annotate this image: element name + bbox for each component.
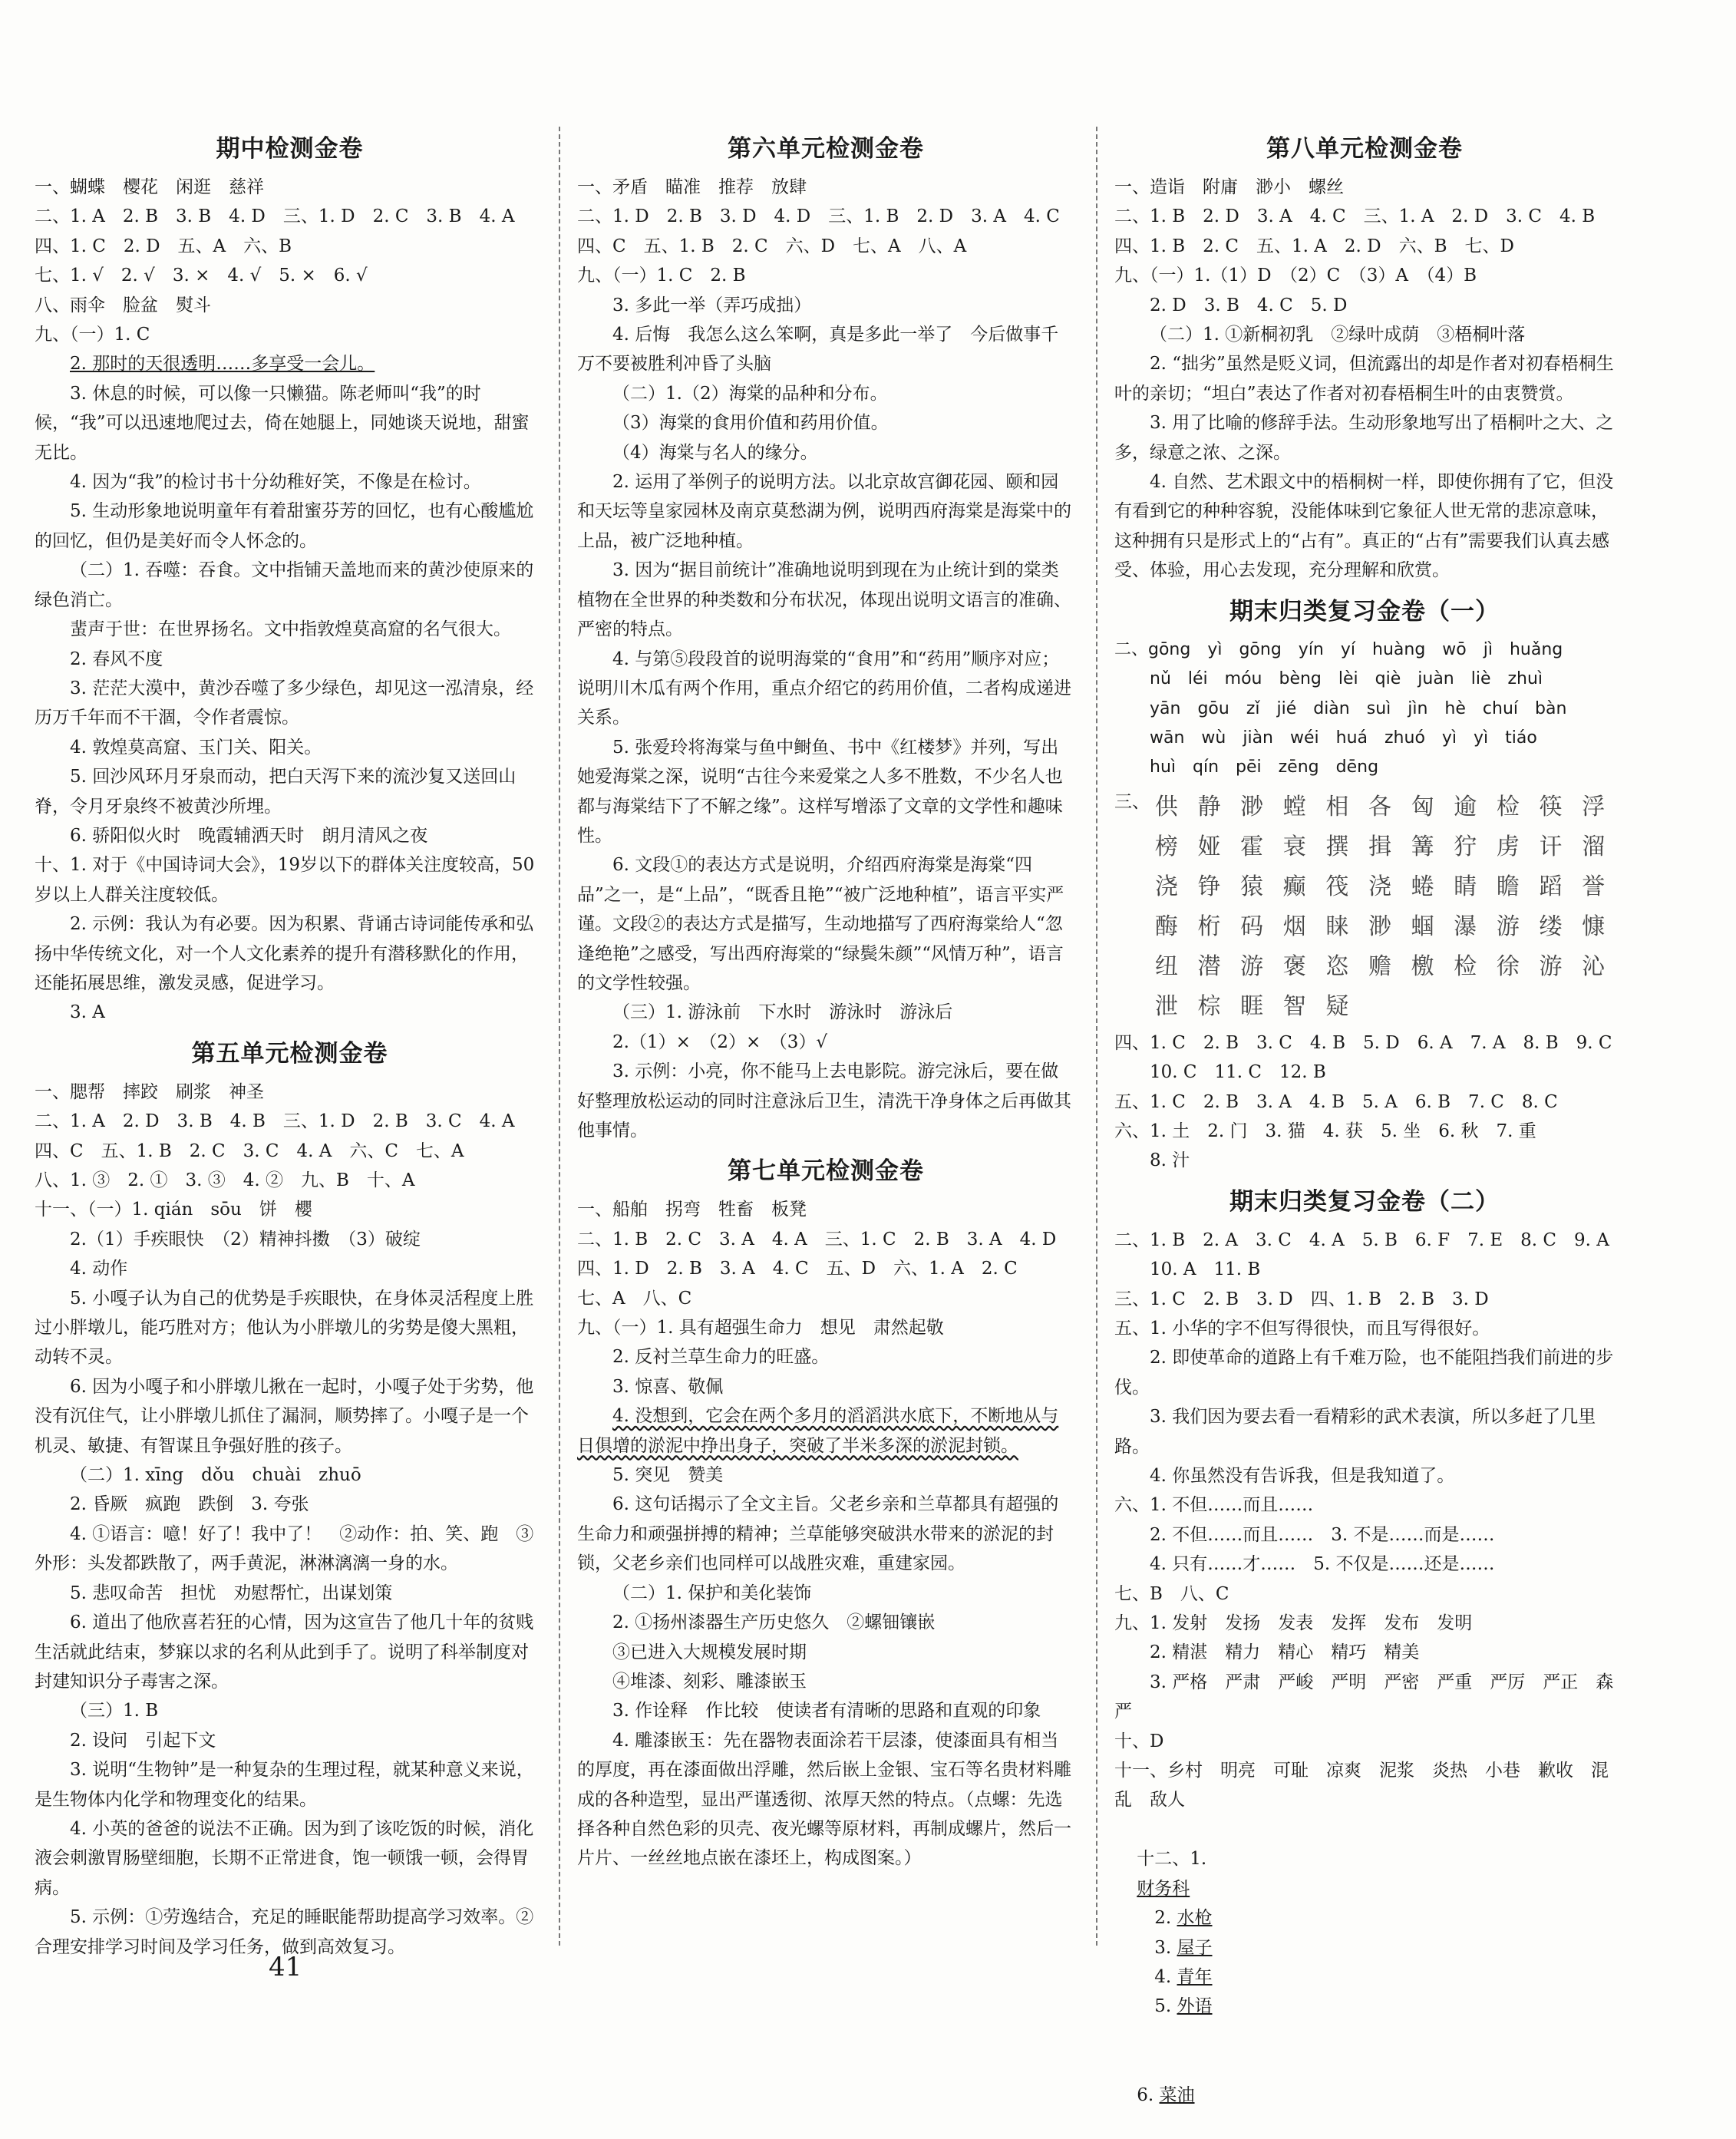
- handwritten-character: 码: [1240, 913, 1264, 940]
- grid-spacer: [1114, 987, 1145, 1021]
- pinyin-line: 十一、（一）1. qián sōu 饼 櫻: [35, 1200, 312, 1220]
- handwritten-character: 沁: [1582, 952, 1606, 980]
- answer-line: 一、船舶 拐弯 牲畜 板凳: [577, 1200, 807, 1220]
- handwritten-character: 瀑: [1454, 913, 1477, 940]
- answer-line: 2. ①扬州漆器生产历史悠久 ②螺钿镶嵌: [612, 1613, 936, 1633]
- answer-line: 4. 你虽然没有告诉我，但是我知道了。: [1150, 1466, 1455, 1486]
- answer-line: 五、1. C 2. B 3. A 4. B 5. A 6. B 7. C 8. C: [1114, 1091, 1558, 1112]
- answer-line: 八、1. ③ 2. ① 3. ③ 4. ② 九、B 十、A: [35, 1170, 415, 1190]
- answer-line: 2.（1）手疾眼快 （2）精神抖擞 （3）破绽: [70, 1229, 421, 1249]
- answer-line: 4. 自然、艺术跟文中的梧桐树一样，即使你拥有了它，但没有看到它的种种容貌，没能体味到它象征人世无常的悲凉意味，这种拥有只是形式上的“占有”。真正的“占有”需要我们认真去感受、体验，用心去发现，充分理解和欣赏。: [1114, 472, 1614, 581]
- section-title: 期末归类复习金卷（二）: [1229, 1187, 1500, 1216]
- answer-line: 3. A: [70, 1002, 105, 1023]
- answer-line: （二）1.（2）海棠的品种和分布。: [612, 383, 888, 404]
- answer-line: 2. “拙劣”虽然是贬义词，但流露出的却是作者对初春梧桐生叶的亲切；“坦白”表达了作者对初春梧桐生叶的由衷赞赏。: [1114, 354, 1614, 404]
- column-3: [1114, 123, 1615, 2105]
- handwritten-character: 静: [1197, 793, 1221, 820]
- handwritten-character: 供: [1154, 793, 1178, 820]
- answer-line: 5. 生动形象地说明童年有着甜蜜芬芳的回忆，也有心酸尴尬的回忆，但仍是美好而令人怀念的。: [35, 501, 534, 551]
- answer-line: 十二、1. 财务科 2. 水枪 3. 屋子 4. 青年 5. 外语: [1137, 1849, 1213, 2017]
- wavy-underlined-answer: 4. 没想到，它会在两个多月的滔滔洪水底下，不断地从与日俱增的淤泥中挣出身子，突破了半米多深的淤泥封锁。: [577, 1406, 1059, 1456]
- handwritten-character: 渺: [1368, 913, 1391, 940]
- handwritten-character: 篝: [1411, 833, 1434, 860]
- underlined-answer: 菜油: [1159, 2085, 1195, 2105]
- column-divider: [559, 127, 560, 1946]
- answer-line: （4）海棠与名人的缘分。: [612, 442, 818, 463]
- answer-line: （二）1. 保护和美化装饰: [612, 1583, 812, 1603]
- answer-line: 二、1. A 2. B 3. B 4. D 三、1. D 2. C 3. B 4. A: [35, 206, 515, 227]
- handwritten-character: 浇: [1368, 873, 1391, 900]
- answer-line: 九、（一）1. C 2. B: [577, 266, 746, 286]
- handwritten-character: 潜: [1197, 952, 1221, 980]
- grid-spacer: [1114, 907, 1145, 941]
- answer-line: 3. 用了比喻的修辞手法。生动形象地写出了梧桐叶之大、之多，绿意之浓、之深。: [1114, 413, 1614, 463]
- answer-line: 2. D 3. B 4. C 5. D: [1150, 295, 1348, 315]
- answer-line: 5. 回沙风环月牙泉而动，把白天泻下来的流沙复又送回山脊，令月牙泉终不被黄沙所埋。: [35, 767, 517, 817]
- answer-line: 十一、乡村 明亮 可耻 凉爽 泥浆 炎热 小巷 歉收 混乱 敌人: [1114, 1761, 1609, 1811]
- handwritten-character: 讦: [1539, 833, 1563, 860]
- handwritten-character: 睚: [1240, 992, 1264, 1020]
- handwritten-character: 揖: [1368, 833, 1391, 860]
- answer-line: 6. 这句话揭示了全文主旨。父老乡亲和兰草都具有超强的生命力和顽强拼搏的精神；兰草能够突破洪水带来的淤泥的封锁，父老乡亲们也同样可以战胜灾难，重建家园。: [577, 1494, 1059, 1574]
- answer-line: 2. 运用了举例子的说明方法。以北京故宫御花园、颐和园和天坛等皇家园林及南京莫愁湖为例，说明西府海棠是海棠中的上品，被广泛地种植。: [577, 472, 1071, 551]
- handwritten-character: 蹈: [1539, 873, 1563, 900]
- answer-line: 2. 不但……而且…… 3. 不是……而是……: [1150, 1524, 1495, 1545]
- answer-line: 5. 悲叹命苦 担忧 劝慰帮忙，出谋划策: [70, 1583, 393, 1603]
- answer-line: 4. 因为“我”的检讨书十分幼稚好笑，不像是在检讨。: [70, 472, 481, 493]
- handwritten-character: 螳: [1282, 793, 1306, 820]
- answer-line: 二、1. B 2. D 3. A 4. C 三、1. A 2. D 3. C 4. B: [1114, 206, 1596, 227]
- answer-line: 3. 我们因为要去看一看精彩的武术表演，所以多赶了几里路。: [1114, 1407, 1596, 1457]
- answer-line: 8. 汁: [1150, 1150, 1190, 1171]
- handwritten-character: 烟: [1282, 913, 1306, 940]
- answer-line: 二、1. A 2. D 3. B 4. B 三、1. D 2. B 3. C 4. A: [35, 1111, 515, 1132]
- answer-line: 十、1. 对于《中国诗词大会》，19岁以下的群体关注度较高，50岁以上人群关注度较低。: [35, 855, 535, 905]
- handwritten-character: 匈: [1411, 793, 1434, 820]
- underlined-answer: 财务科: [1137, 1878, 1190, 1899]
- answer-line: [577, 1401, 1074, 1461]
- answer-line: 4. 只有……才…… 5. 不仅是……还是……: [1150, 1554, 1495, 1575]
- answer-line: 二、1. B 2. A 3. C 4. A 5. B 6. F 7. E 8. C 9. A: [1114, 1230, 1609, 1250]
- handwritten-character: 相: [1325, 793, 1349, 820]
- answer-line: 九、1. 发射 发扬 发表 发挥 发布 发明: [1114, 1613, 1473, 1634]
- answer-line: 六、1. 土 2. 门 3. 猫 4. 获 5. 坐 6. 秋 7. 重: [1114, 1121, 1536, 1141]
- answer-line: 4. ①语言：噫！好了！我中了！ ②动作：拍、笑、跑 ③外形：头发都跌散了，两手黄泥，淋淋漓漓一身的水。: [35, 1523, 534, 1574]
- answer-line: （三）1. 游泳前 下水时 游泳时 游泳后: [612, 1002, 953, 1023]
- answer-line: [35, 349, 545, 378]
- answer-line: 6. 文段①的表达方式是说明，介绍西府海棠是海棠“四品”之一，是“上品”，“既香且艳”“被广泛地种植”，语言平实严谨。文段②的表达方式是描写，生动地描写了西府海棠给人“忽逢绝艳”之感受，写出西府海棠的“绿鬓朱颜”“风情万种”，语言的文学性较强。: [577, 855, 1064, 993]
- grid-spacer: [1114, 867, 1145, 901]
- handwritten-character: 检: [1496, 793, 1520, 820]
- handwritten-character: 筷: [1539, 793, 1563, 820]
- answer-line: 2.（1）× （2）× （3）√: [612, 1032, 828, 1052]
- answer-line: 3. 作诠释 作比较 使读者有清晰的思路和直观的印象: [612, 1701, 1041, 1721]
- handwritten-character: 缕: [1539, 913, 1563, 940]
- answer-line: 一、矛盾 瞄准 推荐 放肆: [577, 177, 807, 197]
- handwritten-character: 蝈: [1411, 913, 1434, 940]
- handwritten-character: 瞻: [1496, 873, 1520, 900]
- answer-line: 5. 示例：①劳逸结合，充足的睡眠能帮助提高学习效率。②合理安排学习时间及学习任务，做到高效复习。: [35, 1907, 534, 1957]
- section-title: 期末归类复习金卷（一）: [1229, 597, 1500, 626]
- underlined-answer: 青年: [1177, 1966, 1213, 1987]
- answer-line: 二、1. B 2. C 3. A 4. A 三、1. C 2. B 3. A 4. D: [577, 1229, 1057, 1249]
- answer-line: 5. 突见 赞美: [612, 1465, 724, 1486]
- handwritten-character: 恣: [1325, 952, 1349, 980]
- answer-line: 四、C 五、1. B 2. C 六、D 七、A 八、A: [577, 236, 967, 256]
- answer-prefix: 十二、1.: [1137, 1849, 1207, 1870]
- answer-line: ③已进入大规模发展时期: [612, 1642, 807, 1662]
- answer-line: 四、1. C 2. B 3. C 4. B 5. D 6. A 7. A 8. B 9. C: [1114, 1032, 1612, 1053]
- answer-line: 2. 精湛 精力 精心 精巧 精美: [1150, 1642, 1420, 1663]
- answer-line: 2. 设问 引起下文: [70, 1730, 216, 1751]
- handwritten-character: 癫: [1282, 873, 1306, 900]
- answer-line: 2. 反衬兰草生命力的旺盛。: [612, 1347, 830, 1368]
- answer-line: 十、D: [1114, 1731, 1164, 1751]
- handwritten-character: 霍: [1240, 833, 1264, 860]
- answer-line: 4. 雕漆嵌玉：先在器物表面涂若干层漆，使漆面具有相当的厚度，再在漆面做出浮雕，然后嵌上金银、宝石等名贵材料雕成的各种造型，显出严谨透彻、浓厚天然的特点。（点螺：先选择各种自然色彩的贝壳、夜光螺等原材料，再制成螺片，然后一片片、一丝丝地点嵌在漆坯上，构成图案。）: [577, 1730, 1071, 1869]
- handwritten-character-grid: [1114, 787, 1615, 1021]
- answer-line: 四、1. D 2. B 3. A 4. C 五、D 六、1. A 2. C: [577, 1259, 1018, 1279]
- answer-line: 2. 春风不度: [70, 649, 163, 669]
- section-title: 第七单元检测金卷: [728, 1157, 924, 1186]
- handwritten-character: 检: [1454, 952, 1477, 980]
- section-title: 第六单元检测金卷: [728, 135, 924, 163]
- answer-line: 九、（一）1. 具有超强生命力 想见 肃然起敬: [577, 1318, 944, 1339]
- handwritten-character: 娅: [1197, 833, 1221, 860]
- grid-label: 三、: [1114, 791, 1150, 812]
- pinyin-line: wān wù jiàn wéi huá zhuó yì yì tiáo: [1150, 728, 1537, 748]
- handwritten-character: 疑: [1325, 992, 1349, 1020]
- answer-line: ④堆漆、刻彩、雕漆嵌玉: [612, 1671, 807, 1692]
- answer-line: 七、B 八、C: [1114, 1583, 1229, 1604]
- answer-line: 三、1. C 2. B 3. D 四、1. B 2. B 3. D: [1114, 1289, 1489, 1309]
- handwritten-character: 浇: [1154, 873, 1178, 900]
- underlined-answer: 屋子: [1177, 1937, 1213, 1958]
- pinyin-line: yān gōu zǐ jié diàn suì jìn hè chuí bàn: [1150, 698, 1567, 718]
- handwritten-character: 誉: [1582, 873, 1606, 900]
- handwritten-character: 檄: [1411, 952, 1434, 980]
- answer-line: 3. 说明“生物钟”是一种复杂的生理过程，就某种意义来说，是生物体内化学和物理变化的结果。: [35, 1760, 534, 1810]
- column-1: [35, 123, 545, 1957]
- underlined-answer: 2. 那时的天很透明……多享受一会儿。: [70, 354, 375, 375]
- answer-line: 5. 小嘎子认为自己的优势是手疾眼快，在身体灵活程度上胜过小胖墩儿，能巧胜对方；他认为小胖墩儿的劣势是傻大黑粗，动转不灵。: [35, 1288, 534, 1368]
- handwritten-character: 泄: [1154, 992, 1178, 1020]
- handwritten-character: 赡: [1368, 952, 1391, 980]
- handwritten-character: 筏: [1325, 873, 1349, 900]
- answer-line: 4. 与第⑤段段首的说明海棠的“食用”和“药用”顺序对应；说明川木瓜有两个作用，重点介绍它的药用价值，二者构成递进关系。: [577, 649, 1071, 728]
- handwritten-character: 渺: [1240, 793, 1264, 820]
- handwritten-character: 棕: [1197, 992, 1221, 1020]
- handwritten-character: 溜: [1582, 833, 1606, 860]
- answer-line: 10. A 11. B: [1150, 1259, 1261, 1280]
- answer-line: （3）海棠的食用价值和药用价值。: [612, 413, 889, 434]
- handwritten-character: 浮: [1582, 793, 1606, 820]
- answer-line: 4. 后悔 我怎么这么笨啊，真是多此一举了 今后做事千万不要被胜利冲昏了头脑: [577, 325, 1059, 375]
- answer-line: 一、造诣 附庸 渺小 螺丝: [1114, 177, 1344, 197]
- answer-line: 七、A 八、C: [577, 1288, 692, 1309]
- answer-line: 3. 因为“据目前统计”准确地说明到现在为止统计到的棠类植物在全世界的种类数和分布状况，体现出说明文语言的准确、严密的特点。: [577, 560, 1071, 640]
- answer-line: 蜚声于世：在世界扬名。文中指敦煌莫高窟的名气很大。: [70, 619, 511, 640]
- answer-line: （二）1. ①新桐初乳 ②绿叶成荫 ③梧桐叶落: [1150, 325, 1526, 345]
- handwritten-character: 铮: [1197, 873, 1221, 900]
- answer-line: 2. 示例：我认为有必要。因为积累、背诵古诗词能传承和弘扬中华传统文化，对一个人文化素养的提升有潜移默化的作用，还能拓展思维，激发灵感，促进学习。: [35, 914, 534, 993]
- section-title: 第五单元检测金卷: [191, 1039, 388, 1068]
- answer-line: 3. 多此一举（弄巧成拙）: [612, 295, 812, 315]
- handwritten-character: 逾: [1454, 793, 1477, 820]
- handwritten-character: 各: [1368, 793, 1391, 820]
- pinyin-line: huì qín pēi zēng dēng: [1150, 758, 1379, 777]
- answer-line: 3. 惊喜、敬佩: [612, 1376, 724, 1397]
- answer-line: （二）1. 吞噬：吞食。文中指铺天盖地而来的黄沙使原来的绿色消亡。: [35, 560, 534, 610]
- answer-line: 4. 敦煌莫高窟、玉门关、阳关。: [70, 737, 322, 758]
- answer-line: 6. 骄阳似火时 晚霞辅洒天时 朗月清风之夜: [70, 825, 428, 846]
- section-title: 期中检测金卷: [216, 135, 364, 163]
- answer-line: 2. 即使革命的道路上有千难万险，也不能阻挡我们前进的步伐。: [1114, 1348, 1614, 1398]
- column-divider: [1096, 127, 1097, 1946]
- answer-line: 五、1. 小华的字不但写得很快，而且写得很好。: [1114, 1318, 1490, 1339]
- column-2: [577, 123, 1074, 1949]
- answer-line: 5. 张爱玲将海棠与鱼中鲥鱼、书中《红楼梦》并列，写出她爱海棠之深，说明“古往今来爱棠之人多不胜数，不少名人也都与海棠结下了不解之缘”。这样写增添了文章的文学性和趣味性。: [577, 737, 1063, 846]
- answer-line: 2. 昏厥 疯跑 跌倒 3. 夸张: [70, 1494, 309, 1515]
- handwritten-character: 猿: [1240, 873, 1264, 900]
- answer-line: 四、C 五、1. B 2. C 3. C 4. A 六、C 七、A: [35, 1140, 464, 1161]
- handwritten-character: 衰: [1282, 833, 1306, 860]
- answer-line: 八、雨伞 脸盆 熨斗: [35, 295, 211, 315]
- handwritten-character: 榜: [1154, 833, 1178, 860]
- handwritten-character: 狞: [1454, 833, 1477, 860]
- handwritten-character: 智: [1282, 992, 1306, 1020]
- answer-line: 七、1. √ 2. √ 3. × 4. √ 5. × 6. √: [35, 266, 368, 286]
- answer-line: 九、（一）1. C: [35, 325, 150, 345]
- answer-line: 一、腮帮 摔跤 刷浆 神圣: [35, 1081, 264, 1102]
- handwritten-character: 徐: [1496, 952, 1520, 980]
- answer-line: （三）1. B: [70, 1701, 159, 1721]
- underlined-answer: 水枪: [1177, 1908, 1213, 1929]
- answer-line: 10. C 11. C 12. B: [1150, 1062, 1326, 1083]
- handwritten-character: 游: [1240, 952, 1264, 980]
- pinyin-line: 二、gōng yì gōng yín yí huàng wō jì huǎng: [1114, 639, 1563, 659]
- answer-line: 一、蝴蝶 樱花 闲逛 慈祥: [35, 177, 264, 197]
- pinyin-line: nǔ léi móu bèng lèi qiè juàn liè zhuì: [1150, 669, 1543, 689]
- answer-line: 九、（一）1.（1）D （2）C （3）A （4）B: [1114, 266, 1477, 286]
- handwritten-character: 游: [1539, 952, 1563, 980]
- handwritten-character: 桁: [1197, 913, 1221, 940]
- answer-line: 3. 示例：小亮，你不能马上去电影院。游完泳后，要在做好整理放松运动的同时注意泳后卫生，清洗干净身体之后再做其他事情。: [577, 1061, 1071, 1140]
- answer-line: 四、1. C 2. D 五、A 六、B: [35, 236, 292, 256]
- answer-line: 3. 茫茫大漠中，黄沙吞噬了多少绿色，却见这一泓清泉，经历万千年而不干涸，令作者震惊。: [35, 678, 534, 728]
- grid-spacer: [1114, 947, 1145, 981]
- handwritten-character: 褒: [1282, 952, 1306, 980]
- grid-spacer: [1114, 827, 1145, 861]
- answer-line: 3. 休息的时候，可以像一只懒猫。陈老师叫“我”的时候，“我”可以迅速地爬过去，倚在她腿上，同她谈天说地，甜蜜无比。: [35, 383, 530, 463]
- section-title: 第八单元检测金卷: [1266, 135, 1463, 163]
- answer-line: 二、1. D 2. B 3. D 4. D 三、1. B 2. D 3. A 4. C: [577, 206, 1060, 227]
- page-number: 41: [269, 1952, 302, 1982]
- answer-line: 六、1. 不但……而且……: [1114, 1495, 1314, 1516]
- handwritten-character: 酶: [1154, 913, 1178, 940]
- underlined-answer: 外语: [1177, 1996, 1213, 2017]
- handwritten-character: 虏: [1496, 833, 1520, 860]
- handwritten-character: 慷: [1582, 913, 1606, 940]
- answer-line: 4. 动作: [70, 1259, 128, 1279]
- handwritten-character: 蜷: [1411, 873, 1434, 900]
- handwritten-character: 纽: [1154, 952, 1178, 980]
- answer-line: 4. 小英的爸爸的说法不正确。因为到了该吃饭的时候，消化液会刺激胃肠壁细胞，长期不正常进食，饱一顿饿一顿，会得胃病。: [35, 1818, 534, 1898]
- answer-line: 6. 因为小嘎子和小胖墩儿揪在一起时，小嘎子处于劣势，他没有沉住气，让小胖墩儿抓住了漏洞，顺势摔了。小嘎子是一个机灵、敏捷、有智谋且争强好胜的孩子。: [35, 1376, 534, 1456]
- answer-line: 6. 菜油: [1137, 2085, 1195, 2105]
- answer-line: 6. 道出了他欣喜若狂的心情，因为这宣告了他几十年的贫贱生活就此结束，梦寐以求的名利从此到手了。说明了科举制度对封建知识分子毒害之深。: [35, 1613, 534, 1692]
- handwritten-character: 撰: [1325, 833, 1349, 860]
- answer-line: 四、1. B 2. C 五、1. A 2. D 六、B 七、D: [1114, 236, 1514, 256]
- handwritten-character: 睐: [1325, 913, 1349, 940]
- pinyin-line: （二）1. xīng dǒu chuài zhuō: [70, 1465, 361, 1486]
- handwritten-character: 游: [1496, 913, 1520, 940]
- handwritten-character: 睛: [1454, 873, 1477, 900]
- answer-line: 3. 严格 严肃 严峻 严明 严密 严重 严厉 严正 森严: [1114, 1672, 1614, 1722]
